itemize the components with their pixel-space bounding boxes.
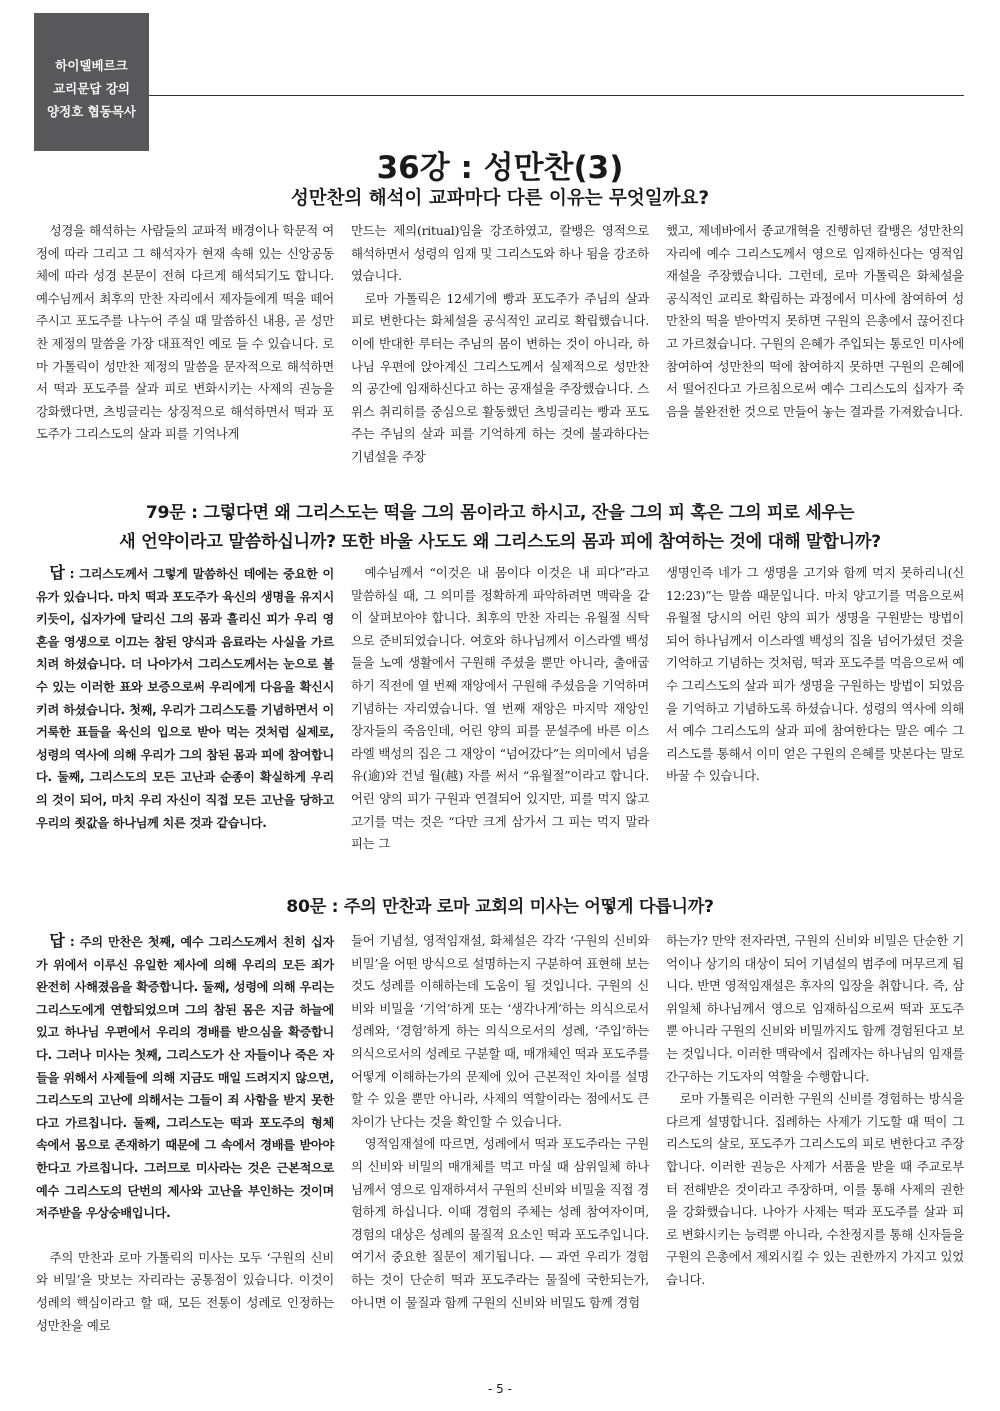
page-number: - 5 - xyxy=(488,1382,512,1396)
q80-paragraph: 주의 만찬과 로마 가톨릭의 미사는 모두 ‘구원의 신비와 비밀’을 맛보는 자리라는 공통점이 있습니다. 이것이 성례의 핵심이라고 할 때, 모든 전통이 성례로 인정하는 성만찬을 예로 xyxy=(36,1249,334,1333)
answer-label: 답 xyxy=(49,563,65,582)
question-79-heading xyxy=(36,499,964,557)
intro-column-3 xyxy=(666,220,964,469)
question-79-line-1: 79문 : 그렇다면 왜 그리스도는 떡을 그의 몸이라고 하시고, 잔을 그의 피 혹은 그의 피로 세우는 xyxy=(145,503,855,523)
q79-paragraph: 생명인즉 네가 그 생명을 고기와 함께 먹지 못하리니(신 12:23)”는 말씀 때문입니다. 마치 양고기를 먹음으로써 유월절 당시의 어린 양의 피가 생명을 구원받는 방법이 되어 하나님께서 이스라엘 백성의 집을 넘어가셨던 것을 기억하고 기념하는 것처럼, 떡과 포도주를 먹음으로써 예수 그리스도의 살과 피가 생명을 구원하는 방법이 되었음을 기억하고 기념하도록 하셨습니다. 성령의 역사에 의해서 예수 그리스도의 살과 피에 참여한다는 말은 예수 그리스도를 통해서 이미 얻은 구원의 은혜를 맛본다는 말로 바꿀 수 있습니다. xyxy=(666,565,964,784)
answer-label: 답 xyxy=(49,931,65,950)
question-79-line-2: 새 언약이라고 말씀하십니까? 또한 바울 사도도 왜 그리스도의 몸과 피에 참여하는 것에 대해 말합니까? xyxy=(119,532,881,552)
q79-column-3 xyxy=(666,562,964,856)
q79-column-2 xyxy=(351,562,649,856)
q80-column-1 xyxy=(36,930,334,1337)
q79-answer xyxy=(36,562,334,834)
answer-text: : 주의 만찬은 첫째, 예수 그리스도께서 친히 십자가 위에서 이루신 유일한 제사에 의해 우리의 모든 죄가 완전히 사해졌음을 확증합니다. 둘째, 성령에 의해 우리는 그리스도에게 연합되었으며 그의 참된 몸은 지금 하늘에 있고 하나님 우편에서 우리의 경배를 받으심을 확증합니다. 그러나 미사는 첫째, 그리스도가 산 자들이나 죽은 자들을 위해서 사제들에 의해 지금도 매일 드려지지 않으면, 그리스도의 고난에 의해서는 그들이 죄 사함을 받지 못한다고 가르칩니다. 둘째, 그리스도는 떡과 포도주의 형체 속에서 몸으로 존재하기 때문에 그 속에서 경배를 받아야 한다고 가르칩니다. 그러므로 미사라는 것은 근본적으로 예수 그리스도의 단번의 제사와 고난을 부인하는 것이며 저주받을 우상숭배입니다. xyxy=(36,935,334,1221)
spacer xyxy=(36,1225,334,1247)
header-rule xyxy=(149,95,964,96)
series-line-1: 하이델베르크 xyxy=(55,57,128,73)
intro-paragraph: 했고, 제네바에서 종교개혁을 진행하던 칼뱅은 성만찬의 자리에 예수 그리스도께서 영으로 임재하신다는 영적임재설을 주장했습니다. 그런데, 로마 가톨릭은 화체설을 공식적인 교리로 확립하는 과정에서 미사에 참여하여 성만찬의 떡을 받아먹지 못하면 구원의 은총에서 끊어진다고 가르쳤습니다. 구원의 은혜가 주입되는 통로인 미사에 참여하여 성만찬의 떡에 참여하지 못하면 구원의 은혜에서 떨어진다고 가르침으로써 예수 그리스도의 십자가 죽음을 불완전한 것으로 만들어 놓는 결과를 가져왔습니다. xyxy=(666,223,964,419)
intro-paragraph: 성경을 해석하는 사람들의 교파적 배경이나 학문적 여정에 따라 그리고 그 해석자가 현재 속해 있는 신앙공동체에 따라 성경 본문이 전혀 다르게 해석되기도 합니다. 예수님께서 최후의 만찬 자리에서 제자들에게 떡을 떼어주시고 포도주를 나누어 주실 때 말씀하신 내용, 곧 성만찬 제정의 말씀을 가장 대표적인 예로 들 수 있습니다. 로마 가톨릭이 성만찬 제정의 말씀을 문자적으로 해석하면서 떡과 포도주를 살과 피로 변화시키는 사제의 권능을 강화했다면, 츠빙글리는 상징적으로 해석하면서 떡과 포도주가 그리스도의 살과 피를 기억나게 xyxy=(36,223,334,442)
lecture-subtitle: 성만찬의 해석이 교파마다 다른 이유는 무엇일까요? xyxy=(290,188,710,209)
question-80-heading: 80문 : 주의 만찬과 로마 교회의 미사는 어떻게 다릅니까? xyxy=(286,897,714,917)
intro-paragraph: 로마 가톨릭은 12세기에 빵과 포도주가 주님의 살과 피로 변한다는 화체설을 공식적인 교리로 확립했습니다. 이에 반대한 루터는 주님의 몸이 변하는 것이 아니라, 하나님 우편에 앉아계신 그리스도께서 실제적으로 성만찬의 공간에 임재하신다고 하는 공재설을 주장했습니다. 스위스 취리히를 중심으로 활동했던 츠빙글리는 빵과 포도주는 주님의 살과 피를 기억하게 하는 것에 불과하다는 기념설을 주장 xyxy=(351,290,649,464)
q80-paragraph: 로마 가톨릭은 이러한 구원의 신비를 경험하는 방식을 다르게 설명합니다. 집례하는 사제가 기도할 때 떡이 그리스도의 살로, 포도주가 그리스도의 피로 변한다고 주장합니다. 이러한 권능은 사제가 서품을 받을 때 주교로부터 전해받은 것이라고 주장하며, 이를 통해 사제의 권한을 강화했습니다. 나아가 사제는 떡과 포도주를 살과 피로 변화시키는 능력뿐 아니라, 수찬정지를 통해 신자들을 구원의 은총에서 제외시킬 수 있는 권한까지 가지고 있었습니다. xyxy=(666,1091,964,1287)
q79-columns xyxy=(36,562,964,856)
intro-column-1 xyxy=(36,220,334,469)
q80-paragraph: 하는가? 만약 전자라면, 구원의 신비와 비밀은 단순한 기억이나 상기의 대상이 되어 기념설의 범주에 머무르게 됩니다. 반면 영적임재설은 후자의 입장을 취합니다. 즉, 삼위일체 하나님께서 영으로 임재하심으로써 떡과 포도주뿐 아니라 구원의 신비와 비밀까지도 함께 경험된다고 보는 것입니다. 이러한 맥락에서 집례자는 하나님의 임재를 간구하는 기도자의 역할을 수행합니다. xyxy=(666,933,964,1084)
q80-column-2 xyxy=(351,930,649,1337)
q80-answer xyxy=(36,930,334,1225)
series-line-3: 양정호 협동목사 xyxy=(47,103,136,119)
series-label xyxy=(34,13,149,151)
q79-answer-column xyxy=(36,562,334,856)
answer-text: : 그리스도께서 그렇게 말씀하신 데에는 중요한 이유가 있습니다. 마치 떡과 포도주가 육신의 생명을 유지시키듯이, 십자가에 달리신 그의 몸과 흘리신 피가 우리 영혼을 영생으로 이끄는 참된 양식과 음료라는 사실을 가르치려 하셨습니다. 더 나아가서 그리스도께서는 눈으로 볼 수 있는 이러한 표와 보증으로써 우리에게 다음을 확신시키려 하셨습니다. 첫째, 우리가 그리스도를 기념하면서 이 거룩한 표들을 육신의 입으로 받아 먹는 것처럼 실제로, 성령의 역사에 의해 우리가 그의 참된 몸과 피에 참여합니다. 둘째, 그리스도의 모든 고난과 순종이 확실하게 우리의 것이 되어, 마치 우리 자신이 직접 모든 고난을 당하고 우리의 죗값을 하나님께 치른 것과 같습니다. xyxy=(36,567,334,830)
q80-paragraph: 영적임재설에 따르면, 성례에서 떡과 포도주라는 구원의 신비와 비밀의 매개체를 먹고 마실 때 삼위일체 하나님께서 영으로 임재하셔서 구원의 신비와 비밀을 직접 경험하게 하십니다. 이때 경험의 주체는 성례 참여자이며, 경험의 대상은 성례의 물질적 요소인 떡과 포도주입니다. 여기서 중요한 질문이 제기됩니다. ― 과연 우리가 경험하는 것이 단순히 떡과 포도주라는 물질에 국한되는가, 아니면 이 물질과 함께 구원의 신비와 비밀도 함께 경험 xyxy=(351,1136,649,1310)
lecture-title: 36강 : 성만찬(3) xyxy=(376,150,624,186)
q79-paragraph: 예수님께서 “이것은 내 몸이다 이것은 내 피다”라고 말씀하실 때, 그 의미를 정확하게 파악하려면 맥락을 같이 살펴보아야 합니다. 최후의 만찬 자리는 유월절 식탁으로 준비되었습니다. 여호와 하나님께서 이스라엘 백성들을 노예 생활에서 구원해 주셨을 뿐만 아니라, 출애굽하기 직전에 열 번째 재앙에서 구원해 주셨음을 기억하며 기념하는 자리였습니다. 열 번째 재앙은 마지막 재앙인 장자들의 죽음인데, 어린 양의 피를 문설주에 바른 이스라엘 백성의 집은 그 재앙이 “넘어갔다”는 의미에서 넘을 유(逾)와 건널 월(越) 자를 써서 “유월절”이라고 합니다. 어린 양의 피가 구원과 연결되어 있지만, 피를 먹지 않고 고기를 먹는 것은 “다만 크게 삼가서 그 피는 먹지 말라 피는 그 xyxy=(351,565,649,852)
intro-column-2 xyxy=(351,220,649,469)
intro-columns xyxy=(36,220,964,469)
intro-paragraph: 만드는 제의(ritual)임을 강조하였고, 칼뱅은 영적으로 해석하면서 성령의 임재 및 그리스도와 하나 됨을 강조하였습니다. xyxy=(351,223,649,284)
q80-column-3 xyxy=(666,930,964,1337)
q80-columns xyxy=(36,930,964,1337)
series-line-2: 교리문답 강의 xyxy=(53,80,130,96)
q80-paragraph: 들어 기념설, 영적임재설, 화체설은 각각 ‘구원의 신비와 비밀’을 어떤 방식으로 설명하는지 구분하여 표현해 보는 것도 성례를 이해하는데 도움이 될 것입니다. 구원의 신비와 비밀을 ‘기억’하게 또는 ‘생각나게’하는 의식으로서 성례와, ‘경험’하게 하는 의식으로서의 성례, ‘주입’하는 의식으로서의 성례로 구분할 때, 매개체인 떡과 포도주를 어떻게 이해하는가의 문제에 있어 근본적인 차이를 설명할 수 있을 뿐만 아니라, 사제의 역할이라는 점에서도 큰 차이가 난다는 것을 확인할 수 있습니다. xyxy=(351,933,649,1129)
